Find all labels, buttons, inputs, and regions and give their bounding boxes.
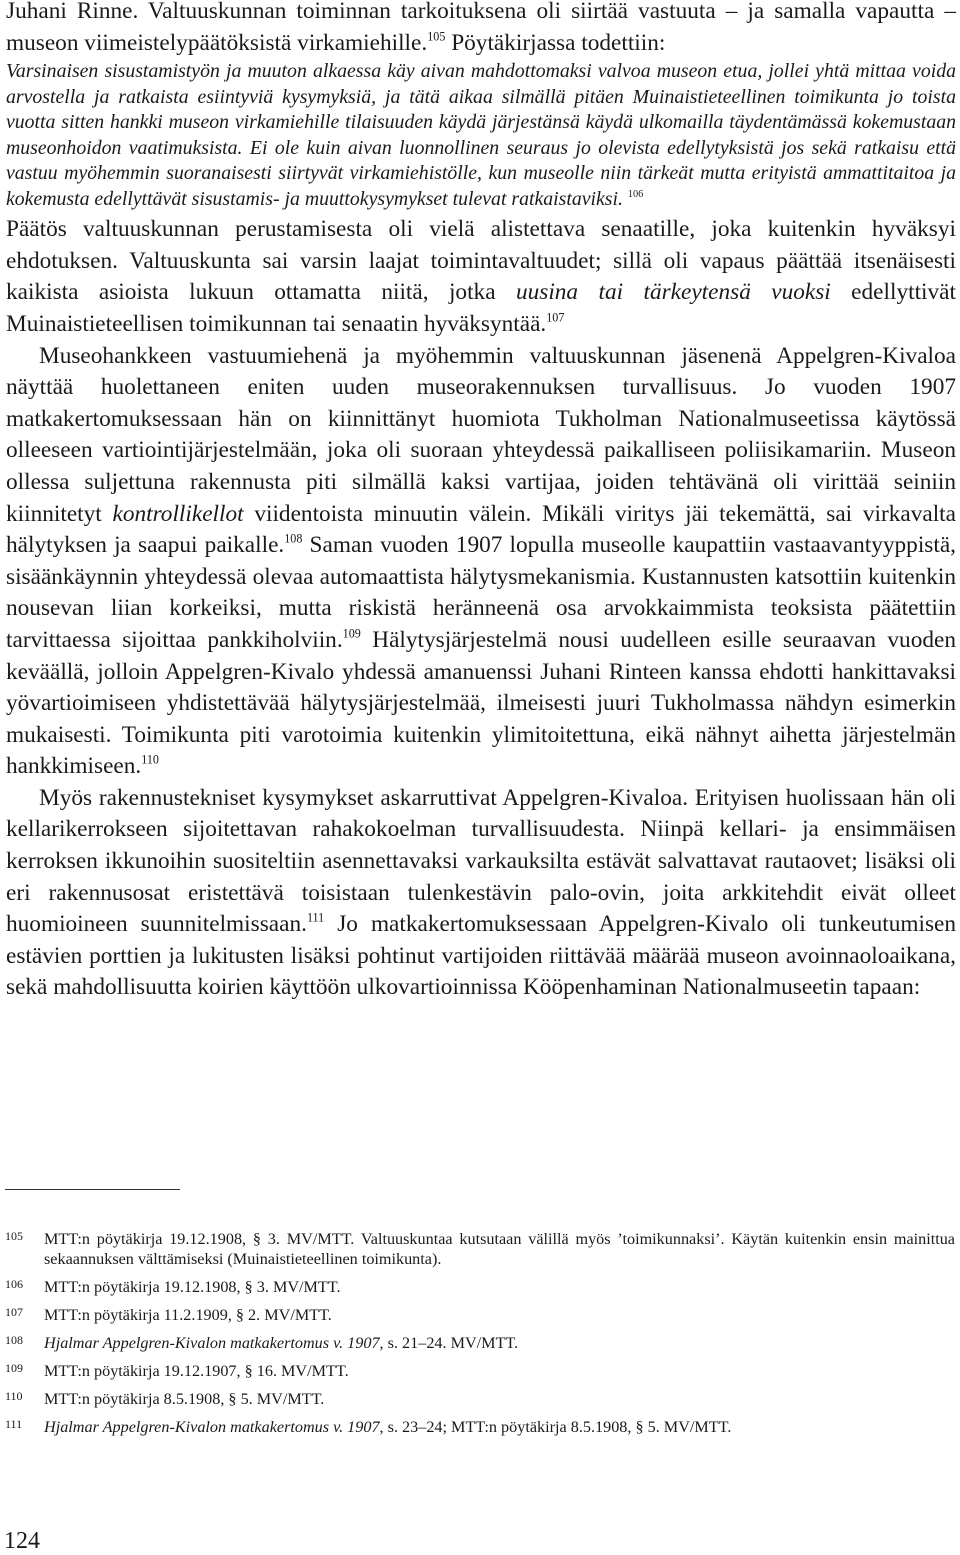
footnote-ref-107[interactable]: 107 [546, 310, 565, 325]
footnote-text: MTT:n pöytäkirja 19.12.1907, § 16. MV/MTT. [44, 1362, 349, 1380]
p3-text: Myös rakennustekniset kysymykset askarruttivat Appelgren-Kivaloa. Erityisen huolissaan hän oli kellarikerrokseen sijoitettavan rahakokoelman turvallisuudesta. Niinpä kellari- ja ensimmäisen kerroksen ikkunoihin suositeltiin asennettavaksi varkauksilta estävät salvattavat rautaovet; lisäksi oli eri rakennusosat eristettävä toisistaan tulenkestävin palo-ovin, joita arkkitehdit eivät olleet huomioineen suunnitelmissaan. [6, 784, 956, 938]
paragraph-security [6, 341, 956, 783]
quote-part1: Varsinaisen sisustamistyön ja muuton alkaessa käy aivan mahdottomaksi valvoa museon etua, jollei yhtä mittaa voida arvostella ja ratkaista esiintyviä kysymyksiä, ja tätä aikaa silmällä pitäen Muinaistieteellinen toimikunta jo toista vuotta sitten hankki museon virkamiehille tilaisuuden käydä järjestänsä käydä ulkomailla täydentämässä kokemustaan museonhoidon vaatimuksista. [6, 60, 956, 159]
footnote-number: 111 [5, 1417, 23, 1431]
footnote-ref-106[interactable]: 106 [627, 188, 644, 200]
p1-italic: uusina tai tärkeytensä vuoksi [515, 279, 831, 306]
footnote-ref-111[interactable]: 111 [306, 910, 325, 925]
p1-text: Päätös valtuuskunnan perustamisesta oli vielä alistettava senaatille, joka kuitenkin hyväksyi ehdotuksen. Valtuuskunta sai varsin laajat toimintavaltuudet; sillä oli vapaus päättää itsenäisesti kaikista asioista lukuun ottamatta niitä, jotka [6, 216, 956, 306]
intro-tail: Pöytäkirjassa todettiin: [445, 29, 666, 56]
footnote-ref-109[interactable]: 109 [342, 626, 361, 641]
footnote-110 [5, 1389, 955, 1409]
p2-text-2: viidentoista minuutin välein. Mikäli viritys jäi tekemättä, sai virkavalta hälytyksen ja saapui paikalle. [6, 500, 956, 559]
footnote-text: MTT:n pöytäkirja 19.12.1908, § 3. MV/MTT. [44, 1278, 341, 1296]
footnote-text [44, 1417, 955, 1437]
intro-lead: Juhani Rinne. Valtuuskunnan toiminnan tarkoituksena oli siirtää vastuuta – ja samalla vapautta – museon viimeistelypäätöksistä virkamiehille. [6, 0, 956, 56]
footnote-ref-110[interactable]: 110 [141, 752, 159, 767]
p2-text-3: Saman vuoden 1907 lopulla museolle kaupattiin vastaavantyyppistä, sisäänkäynnin yhteydessä olevaa automaattista hälytysmekanismia. Kustannusten katsottiin kuitenkin nousevan liian korkeiksi, mutta riskistä heränneenä osa arvokkaimmista teoksista päätettiin tarvittaessa sijoittaa pankkiholviin. [6, 532, 957, 653]
p1-text-2: edellyttivät Muinaistieteellisen toimikunnan tai senaatin hyväksyntää. [6, 279, 956, 337]
footnote-109 [5, 1361, 955, 1381]
page-number: 124 [4, 1528, 40, 1554]
footnote-detail: , s. 21–24. MV/MTT. [379, 1334, 519, 1352]
footnote-105 [5, 1229, 955, 1269]
footnote-text: MTT:n pöytäkirja 11.2.1909, § 2. MV/MTT. [44, 1306, 332, 1324]
footnote-number: 106 [5, 1277, 23, 1291]
p2-text-4: Hälytysjärjestelmä nousi uudelleen esille seuraavan vuoden keväällä, jolloin Appelgren-Kivalo yhdessä amanuenssi Juhani Rinteen kanssa ehdotti hankittavaksi yövartioimiseen yhdistettävää hälytysjärjestelmää, ilmeisesti juuri Tukholmassa nähdyn esimerkin mukaisesti. Toimikunta piti varotoimia kuitenkin ylimitoitettuna, eikä nähnyt aihetta järjestelmän hankkimiseen. [6, 626, 956, 780]
p2-italic: kontrollikellot [112, 500, 244, 527]
p3-text-2: Jo matkakertomuksessaan Appelgren-Kivalo oli tunkeutumisen estävien porttien ja lukitusten lisäksi pohtinut vartijoiden riittävää määrää museon avoinnaoloaikana, sekä mahdollisuutta koirien käyttöön ulkovartioinnissa Kööpenhaminan Nationalmuseetin tapaan: [6, 911, 957, 1001]
footnote-divider [5, 1189, 180, 1190]
footnotes [5, 1229, 955, 1445]
footnote-text: MTT:n pöytäkirja 8.5.1908, § 5. MV/MTT. [44, 1390, 325, 1408]
footnote-108 [5, 1333, 955, 1353]
paragraph-decision [6, 214, 956, 340]
footnote-111 [5, 1417, 955, 1437]
footnote-number: 108 [5, 1333, 23, 1347]
quote-part2: Ei ole kuin aivan luonnollinen seuraus jo olevista edellytyksistä jos sekä ratkaisu että vastuu myöhemmin suoranaisesti siirtyvät virkamiehistölle, kun museolle niin tärkeät mutta erityistä ammattitaitoa ja kokemusta edellyttävät sisustamis- ja muuttokysymykset tulevat ratkaistaviksi. [6, 136, 957, 210]
footnote-text [44, 1333, 955, 1353]
paragraph-construction [6, 783, 956, 1004]
footnote-ref-108[interactable]: 108 [284, 531, 303, 546]
block-quote [6, 59, 956, 212]
body-text [6, 0, 956, 1004]
footnote-number: 105 [5, 1229, 23, 1243]
footnote-source-title: Hjalmar Appelgren-Kivalon matkakertomus v. 1907 [44, 1334, 380, 1352]
footnote-106 [5, 1277, 955, 1297]
footnote-number: 107 [5, 1305, 23, 1319]
footnote-source-title: Hjalmar Appelgren-Kivalon matkakertomus v. 1907 [44, 1418, 380, 1436]
footnote-107 [5, 1305, 955, 1325]
footnote-ref-105[interactable]: 105 [427, 28, 446, 43]
footnote-number: 110 [5, 1389, 23, 1403]
footnote-number: 109 [5, 1361, 23, 1375]
p2-text: Museohankkeen vastuumiehenä ja myöhemmin valtuuskunnan jäsenenä Appelgren-Kivaloa näyttää huolettaneen eniten uuden museorakennuksen turvallisuus. Jo vuoden 1907 matkakertomuksessaan hän on kiinnittänyt huomiota Tukholman Nationalmuseetissa käytössä olleeseen vartiointijärjestelmään, joka oli suoraan yhteydessä paikalliseen poliisikamariin. Museon ollessa suljettuna rakennusta piti silmällä kaksi vartijaa, joiden tehtävänä oli virittää seiniin kiinnitetyt [6, 342, 956, 527]
intro-paragraph [6, 0, 956, 59]
footnote-detail: , s. 23–24; MTT:n pöytäkirja 8.5.1908, § 5. MV/MTT. [379, 1418, 732, 1436]
footnote-text: MTT:n pöytäkirja 19.12.1908, § 3. MV/MTT. Valtuuskuntaa kutsutaan välillä myös ’toimikunnaksi’. Käytän kuitenkin ensin mainittua sekaannuksen välttämiseksi (Muinaistieteellinen toimikunta). [44, 1230, 955, 1268]
